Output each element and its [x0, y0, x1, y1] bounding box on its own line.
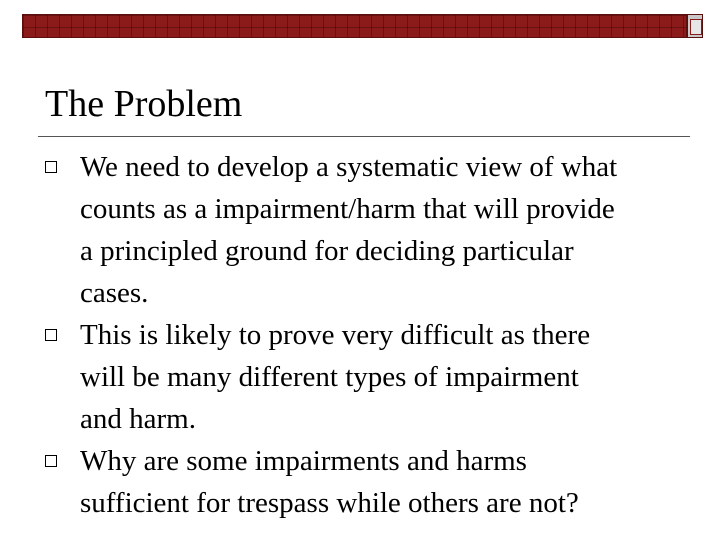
bullet-1-line-4: cases. [80, 277, 149, 309]
bullet-3-line-1: Why are some impairments and harms [80, 445, 527, 477]
bullet-item-3 [40, 440, 690, 524]
bullet-2-line-1: This is likely to prove very difficult as there [80, 319, 591, 351]
bullet-1-line-3: a principled ground for deciding particular [80, 235, 574, 267]
bullet-2-line-3: and harm. [80, 403, 196, 435]
bullet-2-line-2: will be many different types of impairment [80, 361, 579, 393]
bullet-1-line-1: We need to develop a systematic view of what [80, 151, 618, 183]
slide-title: The Problem [45, 83, 243, 125]
decorative-corner-square [687, 14, 703, 38]
hollow-square-bullet-icon [45, 329, 57, 341]
bullet-3-line-2: sufficient for trespass while others are not? [80, 487, 579, 519]
hollow-square-bullet-icon [45, 455, 57, 467]
decorative-header-bar [22, 14, 687, 38]
bullet-item-1 [40, 146, 690, 314]
title-divider [38, 136, 690, 137]
hollow-square-bullet-icon [45, 161, 57, 173]
bullet-1-line-2: counts as a impairment/harm that will provide [80, 193, 615, 225]
bullet-list [40, 146, 690, 524]
bullet-item-2 [40, 314, 690, 440]
